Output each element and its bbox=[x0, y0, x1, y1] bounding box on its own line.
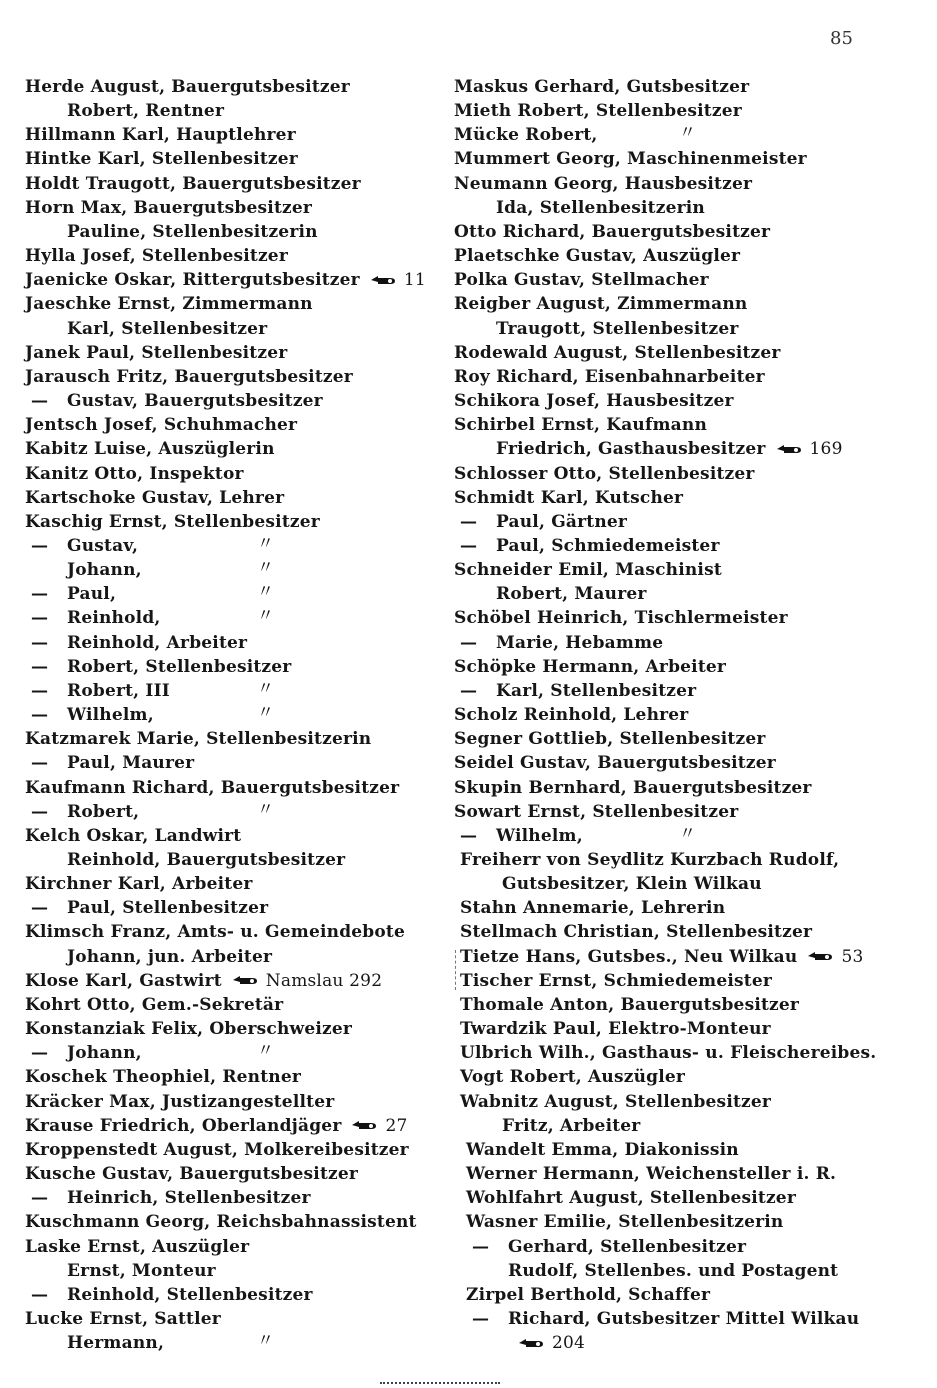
directory-entry bbox=[454, 365, 924, 389]
entry-text: Johann, bbox=[67, 1043, 142, 1064]
entry-text: Reinhold, Arbeiter bbox=[67, 632, 248, 653]
directory-entry bbox=[454, 292, 924, 316]
entry-text: Kabitz Luise, Auszüglerin bbox=[25, 439, 275, 460]
entry-text: Kusche Gustav, Bauergutsbesitzer bbox=[25, 1164, 359, 1185]
entry-text: Wabnitz August, Stellenbesitzer bbox=[460, 1091, 772, 1112]
entry-text: Roy Richard, Eisenbahnarbeiter bbox=[454, 366, 765, 387]
entry-text: Stellmach Christian, Stellenbesitzer bbox=[460, 922, 813, 943]
directory-entry bbox=[466, 1162, 924, 1186]
directory-entry bbox=[25, 1235, 450, 1259]
entry-text: Schirbel Ernst, Kaufmann bbox=[454, 415, 708, 436]
ditto-mark: 〃 bbox=[257, 1041, 275, 1062]
entry-text: Reinhold, Stellenbesitzer bbox=[67, 1284, 313, 1305]
entry-text: Gustav, Bauergutsbesitzer bbox=[67, 391, 323, 412]
directory-entry bbox=[25, 800, 450, 824]
entry-text: Stahn Annemarie, Lehrerin bbox=[460, 898, 726, 919]
ditto-dash: — bbox=[460, 825, 478, 846]
entry-text: Wasner Emilie, Stellenbesitzerin bbox=[466, 1212, 784, 1233]
telephone-icon bbox=[518, 1332, 544, 1356]
entry-text: Jaenicke Oskar, Rittergutsbesitzer bbox=[25, 270, 360, 291]
entry-text: Robert, III bbox=[67, 680, 170, 701]
entry-text: Laske Ernst, Auszügler bbox=[25, 1236, 250, 1257]
entry-text: Kaufmann Richard, Bauergutsbesitzer bbox=[25, 777, 400, 798]
directory-entry bbox=[25, 703, 450, 727]
ditto-mark: 〃 bbox=[257, 678, 275, 699]
directory-entry bbox=[25, 99, 450, 123]
entry-text: Kuschmann Georg, Reichsbahnassistent bbox=[25, 1212, 417, 1233]
directory-entry bbox=[25, 969, 450, 993]
directory-entry bbox=[454, 631, 924, 655]
directory-entry bbox=[466, 1138, 924, 1162]
directory-entry bbox=[454, 776, 924, 800]
directory-entry bbox=[454, 389, 924, 413]
ditto-dash: — bbox=[460, 632, 478, 653]
directory-entry bbox=[454, 99, 924, 123]
directory-entry bbox=[460, 993, 924, 1017]
directory-entry bbox=[454, 558, 924, 582]
directory-entry bbox=[25, 389, 450, 413]
entry-text: Herde August, Bauergutsbesitzer bbox=[25, 77, 350, 97]
entry-text: Paul, Stellenbesitzer bbox=[67, 898, 269, 919]
entry-text: Paul, bbox=[67, 584, 117, 605]
directory-entry bbox=[460, 848, 924, 872]
entry-text: Reinhold, Bauergutsbesitzer bbox=[67, 850, 346, 870]
entry-text: Neumann Georg, Hausbesitzer bbox=[454, 173, 753, 194]
directory-entry bbox=[454, 727, 924, 751]
ditto-dash: — bbox=[460, 511, 478, 532]
ditto-mark: 〃 bbox=[679, 823, 697, 844]
directory-entry bbox=[25, 437, 450, 461]
directory-entry bbox=[25, 244, 450, 268]
directory-entry bbox=[454, 147, 924, 171]
page-number: 85 bbox=[830, 28, 853, 49]
entry-text: Segner Gottlieb, Stellenbesitzer bbox=[454, 729, 766, 750]
directory-entry bbox=[25, 1186, 450, 1210]
entry-text: Sowart Ernst, Stellenbesitzer bbox=[454, 801, 739, 822]
directory-entry bbox=[25, 147, 450, 171]
entry-text: Mummert Georg, Maschinenmeister bbox=[454, 149, 807, 170]
ditto-dash: — bbox=[472, 1236, 490, 1257]
entry-text: Pauline, Stellenbesitzerin bbox=[67, 221, 318, 242]
directory-entry bbox=[460, 896, 924, 920]
directory-entry bbox=[460, 1041, 924, 1065]
directory-entry bbox=[454, 824, 924, 848]
ditto-mark: 〃 bbox=[257, 1331, 275, 1352]
ditto-dash: — bbox=[31, 753, 49, 774]
entry-text: Thomale Anton, Bauergutsbesitzer bbox=[460, 994, 800, 1015]
directory-entry bbox=[454, 800, 924, 824]
phone-number: 169 bbox=[809, 439, 843, 460]
directory-entry bbox=[466, 1210, 924, 1234]
directory-entry bbox=[25, 196, 450, 220]
entry-text: Wandelt Emma, Diakonissin bbox=[466, 1139, 739, 1160]
entry-text: Kohrt Otto, Gem.-Sekretär bbox=[25, 994, 284, 1015]
directory-entry bbox=[25, 365, 450, 389]
entry-text: Vogt Robert, Auszügler bbox=[460, 1067, 686, 1088]
ditto-dash: — bbox=[31, 608, 49, 629]
ditto-dash: — bbox=[31, 1043, 49, 1064]
directory-entry bbox=[454, 341, 924, 365]
entry-text: Otto Richard, Bauergutsbesitzer bbox=[454, 221, 771, 242]
directory-entry bbox=[25, 945, 450, 969]
ditto-mark: 〃 bbox=[257, 703, 275, 724]
entry-text: Gustav, bbox=[67, 535, 139, 556]
entry-text: Scholz Reinhold, Lehrer bbox=[454, 705, 689, 726]
entry-text: Schlosser Otto, Stellenbesitzer bbox=[454, 463, 755, 484]
entry-text: Schmidt Karl, Kutscher bbox=[454, 487, 684, 508]
directory-entry bbox=[25, 1331, 450, 1355]
directory-entry bbox=[460, 1090, 924, 1114]
entry-text: Holdt Traugott, Bauergutsbesitzer bbox=[25, 173, 361, 194]
ditto-dash: — bbox=[460, 680, 478, 701]
entry-text: Tietze Hans, Gutsbes., Neu Wilkau bbox=[460, 946, 798, 967]
entry-text: Ida, Stellenbesitzerin bbox=[496, 197, 705, 218]
directory-entry bbox=[454, 534, 924, 558]
directory-entry bbox=[25, 1090, 450, 1114]
entry-text: Ernst, Monteur bbox=[67, 1260, 216, 1281]
directory-entry bbox=[25, 1114, 450, 1138]
directory-entry bbox=[454, 413, 924, 437]
margin-mark bbox=[455, 950, 457, 990]
entry-text: Karl, Stellenbesitzer bbox=[496, 680, 697, 701]
entry-text: Hylla Josef, Stellenbesitzer bbox=[25, 246, 288, 267]
directory-entry bbox=[25, 220, 450, 244]
ditto-dash: — bbox=[460, 535, 478, 556]
entry-text: Heinrich, Stellenbesitzer bbox=[67, 1188, 311, 1209]
directory-entry bbox=[25, 1307, 450, 1331]
entry-text: Schöbel Heinrich, Tischlermeister bbox=[454, 608, 788, 629]
directory-entry bbox=[25, 1138, 450, 1162]
directory-entry bbox=[454, 317, 924, 341]
entry-text: Polka Gustav, Stellmacher bbox=[454, 270, 709, 291]
entry-text: Fritz, Arbeiter bbox=[502, 1115, 641, 1136]
phone-number: 53 bbox=[841, 946, 864, 967]
entry-text: Reinhold, bbox=[67, 608, 161, 629]
entry-text: Plaetschke Gustav, Auszügler bbox=[454, 246, 741, 267]
entry-text: Paul, Gärtner bbox=[496, 511, 628, 532]
entry-text: Robert, bbox=[67, 801, 140, 822]
entry-text: Mücke Robert, bbox=[454, 125, 598, 146]
directory-entry bbox=[460, 1017, 924, 1041]
directory-entry bbox=[25, 679, 450, 703]
entry-text: Werner Hermann, Weichensteller i. R. bbox=[466, 1164, 837, 1185]
entry-text: Kräcker Max, Justizangestellter bbox=[25, 1091, 335, 1112]
directory-entry bbox=[25, 123, 450, 147]
ditto-mark: 〃 bbox=[257, 558, 275, 579]
directory-entry bbox=[454, 75, 924, 99]
ditto-dash: — bbox=[31, 632, 49, 653]
entry-text: Gerhard, Stellenbesitzer bbox=[508, 1236, 747, 1257]
ditto-dash: — bbox=[31, 535, 49, 556]
entry-text: Kartschoke Gustav, Lehrer bbox=[25, 487, 285, 508]
directory-entry bbox=[460, 920, 924, 944]
directory-entry bbox=[466, 1235, 924, 1259]
directory-entry bbox=[25, 872, 450, 896]
entry-text: Paul, Schmiedemeister bbox=[496, 535, 720, 556]
directory-entry bbox=[466, 1331, 924, 1355]
ditto-dash: — bbox=[31, 1284, 49, 1305]
directory-entry bbox=[25, 341, 450, 365]
directory-entry bbox=[460, 945, 924, 969]
directory-entry bbox=[25, 558, 450, 582]
directory-entry bbox=[454, 486, 924, 510]
entry-text: Wilhelm, bbox=[67, 705, 154, 726]
directory-entry bbox=[25, 896, 450, 920]
entry-text: Friedrich, Gasthausbesitzer bbox=[496, 439, 766, 460]
directory-entry bbox=[25, 1065, 450, 1089]
phone-number: 11 bbox=[403, 270, 426, 291]
directory-entry bbox=[25, 631, 450, 655]
directory-entry bbox=[454, 582, 924, 606]
entry-text: Kelch Oskar, Landwirt bbox=[25, 825, 242, 846]
entry-text: Skupin Bernhard, Bauergutsbesitzer bbox=[454, 777, 812, 798]
directory-entry bbox=[454, 172, 924, 196]
left-column bbox=[25, 75, 450, 1355]
directory-entry bbox=[466, 1307, 924, 1331]
directory-entry bbox=[25, 534, 450, 558]
directory-entry bbox=[25, 751, 450, 775]
directory-entry bbox=[25, 462, 450, 486]
directory-entry bbox=[25, 920, 450, 944]
entry-text: Traugott, Stellenbesitzer bbox=[496, 318, 739, 339]
right-column bbox=[454, 75, 924, 1355]
directory-entry bbox=[25, 1017, 450, 1041]
directory-entry bbox=[454, 679, 924, 703]
entry-text: Jentsch Josef, Schuhmacher bbox=[25, 415, 298, 436]
entry-text: Twardzik Paul, Elektro-Monteur bbox=[460, 1019, 771, 1040]
directory-entry bbox=[460, 969, 924, 993]
directory-entry bbox=[25, 1162, 450, 1186]
directory-entry bbox=[25, 413, 450, 437]
directory-entry bbox=[460, 1065, 924, 1089]
entry-text: Hintke Karl, Stellenbesitzer bbox=[25, 149, 298, 170]
entry-text: Tischer Ernst, Schmiedemeister bbox=[460, 970, 773, 991]
directory-entry bbox=[25, 776, 450, 800]
entry-text: Janek Paul, Stellenbesitzer bbox=[25, 342, 288, 363]
entry-text: Horn Max, Bauergutsbesitzer bbox=[25, 197, 313, 218]
entry-text: Koschek Theophiel, Rentner bbox=[25, 1067, 302, 1088]
directory-entry bbox=[460, 1114, 924, 1138]
phone-number: Namslau 292 bbox=[265, 970, 383, 991]
entry-text: Ulbrich Wilh., Gasthaus- u. Fleischereibes. bbox=[460, 1043, 877, 1064]
entry-text: Richard, Gutsbesitzer Mittel Wilkau bbox=[508, 1308, 860, 1329]
directory-entry bbox=[25, 824, 450, 848]
entry-text: Hillmann Karl, Hauptlehrer bbox=[25, 125, 296, 146]
directory-entry bbox=[454, 123, 924, 147]
directory-entry bbox=[466, 1283, 924, 1307]
directory-entry bbox=[25, 292, 450, 316]
directory-entry bbox=[454, 244, 924, 268]
ditto-mark: 〃 bbox=[257, 799, 275, 820]
entry-text: Kaschig Ernst, Stellenbesitzer bbox=[25, 511, 320, 532]
entry-text: Paul, Maurer bbox=[67, 753, 195, 774]
directory-entry bbox=[25, 582, 450, 606]
entry-text: Hermann, bbox=[67, 1333, 165, 1354]
ditto-mark: 〃 bbox=[679, 123, 697, 144]
directory-entry bbox=[466, 1186, 924, 1210]
telephone-icon bbox=[776, 438, 802, 462]
directory-entry bbox=[454, 703, 924, 727]
entry-text: Zirpel Berthold, Schaffer bbox=[466, 1284, 711, 1305]
entry-text: Rudolf, Stellenbes. und Postagent bbox=[508, 1260, 839, 1281]
entry-text: Jaeschke Ernst, Zimmermann bbox=[25, 294, 313, 315]
entry-text: Konstanziak Felix, Oberschweizer bbox=[25, 1019, 353, 1040]
ditto-dash: — bbox=[31, 680, 49, 701]
directory-entry bbox=[25, 1210, 450, 1234]
ditto-dash: — bbox=[31, 656, 49, 677]
telephone-icon bbox=[370, 269, 396, 293]
directory-entry bbox=[25, 317, 450, 341]
bottom-ornament bbox=[380, 1382, 500, 1386]
entry-text: Freiherr von Seydlitz Kurzbach Rudolf, bbox=[460, 850, 840, 870]
entry-text: Rodewald August, Stellenbesitzer bbox=[454, 342, 781, 363]
entry-text: Klose Karl, Gastwirt bbox=[25, 970, 222, 991]
telephone-icon bbox=[351, 1114, 377, 1138]
directory-entry bbox=[25, 486, 450, 510]
directory-entry bbox=[25, 510, 450, 534]
entry-text: Maskus Gerhard, Gutsbesitzer bbox=[454, 77, 750, 97]
phone-number: 27 bbox=[385, 1115, 408, 1136]
directory-entry bbox=[466, 1259, 924, 1283]
entry-text: Kanitz Otto, Inspektor bbox=[25, 463, 244, 484]
entry-text: Mieth Robert, Stellenbesitzer bbox=[454, 101, 742, 122]
directory-entry bbox=[25, 268, 450, 292]
ditto-dash: — bbox=[31, 391, 49, 412]
entry-text: Gutsbesitzer, Klein Wilkau bbox=[502, 874, 762, 895]
directory-entry bbox=[25, 655, 450, 679]
directory-entry bbox=[25, 1041, 450, 1065]
ditto-dash: — bbox=[31, 584, 49, 605]
entry-text: Seidel Gustav, Bauergutsbesitzer bbox=[454, 753, 776, 774]
entry-text: Lucke Ernst, Sattler bbox=[25, 1308, 221, 1329]
directory-entry bbox=[460, 872, 924, 896]
directory-entry bbox=[25, 172, 450, 196]
entry-text: Schneider Emil, Maschinist bbox=[454, 560, 722, 581]
ditto-dash: — bbox=[31, 705, 49, 726]
entry-text: Krause Friedrich, Oberlandjäger bbox=[25, 1115, 342, 1136]
entry-text: Wohlfahrt August, Stellenbesitzer bbox=[466, 1188, 796, 1209]
directory-entry bbox=[454, 462, 924, 486]
entry-text: Johann, bbox=[67, 560, 142, 581]
directory-entry bbox=[25, 727, 450, 751]
directory-entry bbox=[454, 510, 924, 534]
entry-text: Katzmarek Marie, Stellenbesitzerin bbox=[25, 729, 372, 750]
entry-text: Kirchner Karl, Arbeiter bbox=[25, 874, 253, 895]
entry-text: Reigber August, Zimmermann bbox=[454, 294, 748, 315]
entry-text: Robert, Rentner bbox=[67, 101, 225, 122]
entry-text: Marie, Hebamme bbox=[496, 632, 664, 653]
directory-entry bbox=[454, 268, 924, 292]
entry-text: Schikora Josef, Hausbesitzer bbox=[454, 391, 734, 412]
directory-entry bbox=[454, 437, 924, 461]
entry-text: Karl, Stellenbesitzer bbox=[67, 318, 268, 339]
directory-entry bbox=[25, 1283, 450, 1307]
ditto-dash: — bbox=[31, 898, 49, 919]
entry-text: Klimsch Franz, Amts- u. Gemeindebote bbox=[25, 922, 405, 943]
directory-entry bbox=[25, 848, 450, 872]
directory-entry bbox=[454, 196, 924, 220]
entry-text: Wilhelm, bbox=[496, 825, 583, 846]
directory-entry bbox=[25, 75, 450, 99]
directory-entry bbox=[25, 993, 450, 1017]
directory-entry bbox=[454, 655, 924, 679]
telephone-icon bbox=[807, 945, 833, 969]
entry-text: Robert, Maurer bbox=[496, 584, 647, 605]
ditto-dash: — bbox=[31, 801, 49, 822]
directory-entry bbox=[25, 1259, 450, 1283]
ditto-dash: — bbox=[31, 1188, 49, 1209]
ditto-mark: 〃 bbox=[257, 582, 275, 603]
entry-text: Schöpke Hermann, Arbeiter bbox=[454, 656, 727, 677]
directory-entry bbox=[454, 751, 924, 775]
entry-text: Kroppenstedt August, Molkereibesitzer bbox=[25, 1139, 409, 1160]
telephone-icon bbox=[232, 969, 258, 993]
directory-entry bbox=[454, 220, 924, 244]
ditto-dash: — bbox=[472, 1308, 490, 1329]
directory-entry bbox=[25, 606, 450, 630]
phone-number: 204 bbox=[552, 1333, 586, 1354]
directory-entry bbox=[454, 606, 924, 630]
ditto-mark: 〃 bbox=[257, 606, 275, 627]
entry-text: Jarausch Fritz, Bauergutsbesitzer bbox=[25, 366, 353, 387]
ditto-mark: 〃 bbox=[257, 533, 275, 554]
entry-text: Johann, jun. Arbeiter bbox=[67, 946, 273, 967]
entry-text: Robert, Stellenbesitzer bbox=[67, 656, 292, 677]
